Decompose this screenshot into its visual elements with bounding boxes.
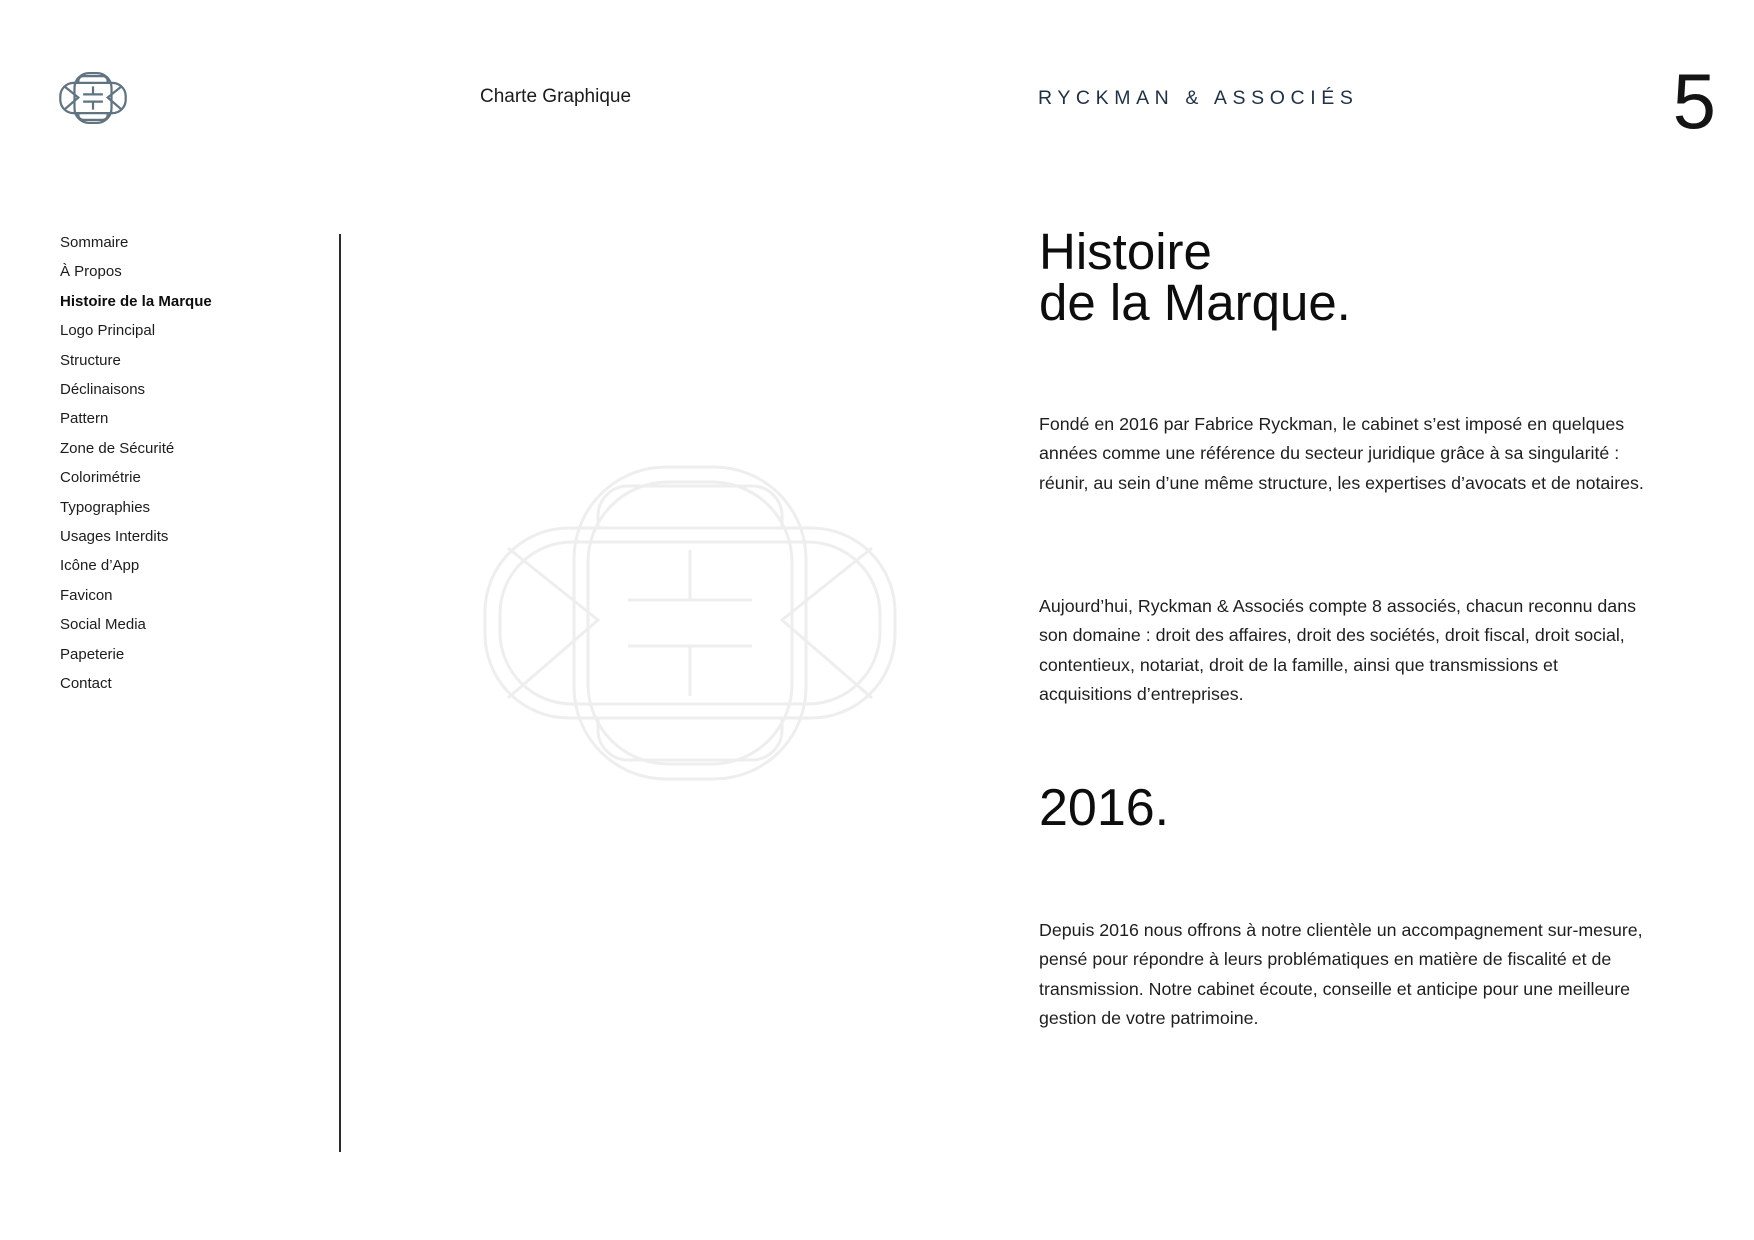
toc-item-favicon[interactable]: Favicon [60, 586, 113, 604]
toc-item-declinaisons[interactable]: Déclinaisons [60, 381, 146, 399]
table-of-contents [60, 228, 212, 699]
toc-item-logo-principal[interactable]: Logo Principal [60, 322, 156, 340]
toc-item-zone-de-securite[interactable]: Zone de Sécurité [60, 439, 175, 457]
toc-item-usages-interdits[interactable]: Usages Interdits [60, 528, 169, 546]
toc-item-structure[interactable]: Structure [60, 351, 121, 369]
brand-logo-icon [58, 72, 128, 124]
toc-item-papeterie[interactable]: Papeterie [60, 645, 125, 663]
toc-item-pattern[interactable]: Pattern [60, 410, 109, 428]
page-title-line-1: Histoire [1039, 223, 1212, 280]
document-title: Charte Graphique [480, 86, 632, 107]
toc-item-typographies[interactable]: Typographies [60, 498, 151, 516]
sidebar-divider [339, 234, 341, 1152]
toc-item-contact[interactable]: Contact [60, 675, 112, 693]
page-title [1039, 223, 1649, 331]
toc-item-a-propos[interactable]: À Propos [60, 263, 122, 281]
page-number: 5 [1672, 57, 1716, 145]
toc-item-histoire-de-la-marque[interactable]: Histoire de la Marque [60, 292, 212, 310]
history-paragraph-1: Fondé en 2016 par Fabrice Ryckman, le cabinet s’est imposé en quelques années comme une référence du secteur juridique grâce à sa singularité : réunir, au sein d’une même structure, les expertises d’avocats et de notaires. [1039, 414, 1644, 493]
brand-monogram-watermark-icon [478, 460, 902, 786]
page-title-line-2: de la Marque. [1039, 274, 1351, 331]
toc-item-social-media[interactable]: Social Media [60, 616, 146, 634]
year-heading: 2016. [1039, 779, 1170, 837]
toc-item-colorimetrie[interactable]: Colorimétrie [60, 469, 141, 487]
toc-item-icone-app[interactable]: Icône d’App [60, 557, 140, 575]
toc-item-sommaire[interactable]: Sommaire [60, 234, 129, 251]
history-paragraph-3: Depuis 2016 nous offrons à notre clientèle un accompagnement sur-mesure, pensé pour répondre à leurs problématiques en matière de fiscalité et de transmission. Notre cabinet écoute, conseille et anticipe pour une meilleure gestion de votre patrimoine. [1039, 920, 1643, 1028]
history-paragraph-2: Aujourd’hui, Ryckman & Associés compte 8 associés, chacun reconnu dans son domaine : droit des affaires, droit des sociétés, droit fiscal, droit social, contentieux, notariat, droit de la famille, ainsi que transmissions et acquisitions d’entreprises. [1039, 596, 1636, 704]
brand-name: RYCKMAN & ASSOCIÉS [1038, 87, 1359, 109]
